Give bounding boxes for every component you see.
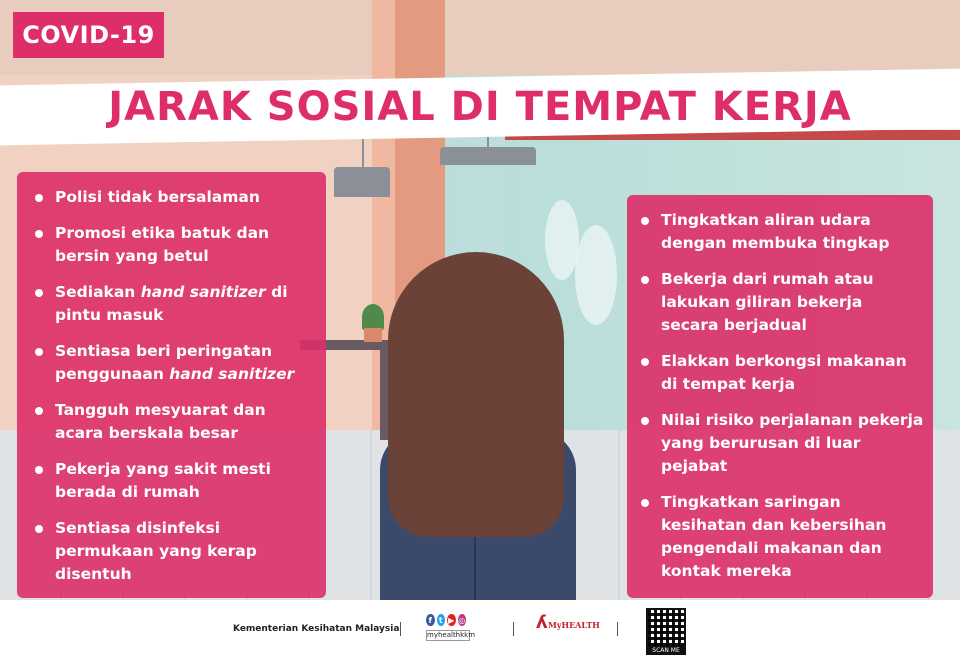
list-item: Tingkatkan aliran udara dengan membuka tingkap	[639, 209, 925, 255]
list-item: Nilai risiko perjalanan pekerja yang berurusan di luar pejabat	[639, 409, 925, 478]
plant-icon	[362, 304, 384, 330]
person-hair	[388, 252, 564, 537]
ministry-name: Kementerian Kesihatan Malaysia	[233, 624, 400, 634]
desk-leg	[380, 350, 388, 440]
youtube-icon[interactable]: ▶	[448, 615, 455, 625]
divider	[400, 622, 401, 636]
list-item: Polisi tidak bersalaman	[33, 186, 316, 209]
covid-badge: COVID-19	[13, 12, 164, 58]
left-tips-list	[17, 172, 326, 586]
divider	[513, 622, 514, 636]
right-tips-list	[627, 195, 933, 583]
list-item: Sentiasa beri peringatan penggunaan hand sanitizer	[33, 340, 316, 386]
social-handle: myhealthkkm	[427, 631, 476, 639]
ceiling-lamp	[334, 167, 390, 197]
instagram-icon[interactable]: ◎	[458, 615, 466, 625]
list-item: Promosi etika batuk dan bersin yang betul	[33, 222, 316, 268]
twitter-icon[interactable]: t	[437, 614, 446, 626]
qr-code-icon[interactable]	[646, 608, 686, 648]
lamp-cord	[362, 137, 364, 167]
plant-pot	[364, 328, 382, 342]
list-item: Pekerja yang sakit mesti berada di rumah	[33, 458, 316, 504]
left-tips-panel	[17, 172, 326, 598]
list-item: Sentiasa disinfeksi permukaan yang kerap disentuh	[33, 517, 316, 586]
myhealth-text: MyHEALTH	[548, 620, 600, 630]
myhealth-figure-icon: ʎ	[536, 612, 548, 633]
ceiling-lamp	[440, 147, 536, 165]
lamp-cord	[487, 137, 489, 147]
scan-me-label: SCAN ME	[646, 646, 686, 655]
social-icons	[426, 614, 466, 628]
list-item: Tangguh mesyuarat dan acara berskala besar	[33, 399, 316, 445]
divider	[617, 622, 618, 636]
facebook-icon[interactable]: f	[426, 614, 435, 626]
right-tips-panel	[627, 195, 933, 598]
list-item: Bekerja dari rumah atau lakukan giliran bekerja secara berjadual	[639, 268, 925, 337]
list-item: Tingkatkan saringan kesihatan dan kebersihan pengendali makanan dan kontak mereka	[639, 491, 925, 583]
list-item: Elakkan berkongsi makanan di tempat kerja	[639, 350, 925, 396]
window-decor	[575, 225, 617, 325]
page-title: JARAK SOSIAL DI TEMPAT KERJA	[108, 84, 852, 130]
myhealth-logo	[536, 612, 600, 638]
list-item: Sediakan hand sanitizer di pintu masuk	[33, 281, 316, 327]
window-decor	[545, 200, 579, 280]
footer	[0, 600, 960, 663]
